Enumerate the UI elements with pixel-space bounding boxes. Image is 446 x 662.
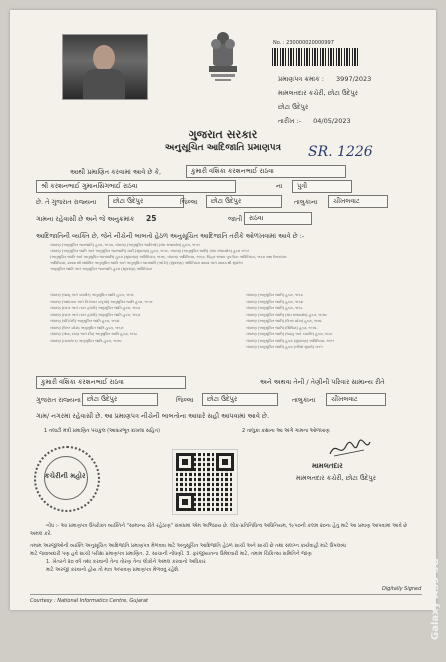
order-item: બંધારણ (અનુસૂચિત જાતિ) હુકમ (સુધારણા) અધિનિયમ, ૧૯૯૧ bbox=[246, 338, 335, 343]
fine-line: અધિનિયમ, ૨૦૦૦ થી સંશોધિત અનુસૂચિત જાતિ અને અનુસૂચિત જનજાતિ (ઓર્ડર) (સુધારણા) અધિનિયમ ૨૦૦૨ અને ૨૦૦૩ થી સુધારેલ bbox=[50, 261, 243, 265]
residence-district-label: જિલ્લા bbox=[176, 396, 194, 404]
order-item: બંધારણ (અનુસૂચિત જાતિ) હુકમ, ૧૯૬૮ bbox=[246, 306, 303, 310]
reference-block bbox=[278, 72, 371, 128]
order-item: બંધારણ (પોંડિચેરી) અનુસૂચિત જાતિ હુકમ, ૧૯૬૪ bbox=[50, 319, 120, 323]
residence-taluka-label: તાલુકાના bbox=[292, 396, 316, 404]
line3-prefix: છે. તે ગુજરાત રાજ્યના bbox=[36, 198, 97, 206]
qr-finder bbox=[176, 493, 194, 511]
father-name-field: શ્રી કરશનભાઈ ગુમાનસિંગભાઈ રાઠવા bbox=[36, 180, 236, 193]
fine-line: બંધારણ (અનુસૂચિત જાતિ અને અનુસૂચિત જનજાતિ) યાદી (સુધારણા) હુકમ, ૧૯૫૬, બંધારણ (અનુસૂચિત જાતિ) (સંઘ રાજ્યક્ષેત્ર) હુકમ ૧૯૫૧ bbox=[50, 249, 250, 253]
order-item: બંધારણ (અનુસૂચિત જાતિ) (સંઘ રાજ્યક્ષેત્ર) હુકમ, ૧૯૭૦ bbox=[246, 312, 327, 317]
ref-date-value: 04/05/2023 bbox=[313, 117, 351, 125]
applicant-name-field: કુમારી વંશિકા કરશનભાઈ રાઠવા bbox=[186, 165, 346, 178]
residence-prefix: ગુજરાત રાજ્યના bbox=[36, 396, 81, 404]
order-item: બંધારણ (આંદામાન અને નિકોબાર ટાપુઓ) અનુસૂચિત જાતિ હુકમ, ૧૯૫૯ bbox=[50, 299, 153, 304]
order-item: બંધારણ (ગોવા, દમણ અને દીવ) અનુસૂચિત જાતિ હુકમ, ૧૯૬૮ bbox=[50, 332, 138, 336]
ref-office: મામલતદાર કચેરી, છોટા ઉદેપુર bbox=[278, 89, 359, 97]
serial-value: 25 bbox=[146, 214, 157, 223]
proof-line: ગામ/ નગરમાં રહેવાસી છે. આ પ્રમાણપત્ર નીચેની બાબતોના આધારે સહી આપવામાં આવે છે. bbox=[36, 412, 270, 420]
orders-left-column bbox=[50, 292, 220, 344]
note-2: તમામ અરજીઓની વ્યક્તિ અનુસૂચિત આદિજાતિ પ્રમાણપત્ર મેળવવા માટે અનુસૂચિત આદિજાતિ હેઠળ સાચી અને સાચી છે તથા સંલગ્ન કાર્યવાહી માટે ઉપલબ્ધ bbox=[30, 543, 346, 549]
legal-fine-print bbox=[50, 242, 410, 272]
order-item: બંધારણ (અનુસૂચિત જાતિ) (સિક્કિમ) હુકમ, ૧૯૭૮ bbox=[246, 325, 317, 330]
order-item: બંધારણ (અનુસૂચિત જાતિ) હુકમ, ૧૯૬૨ bbox=[246, 293, 303, 297]
note-1b: અમલ કરે. bbox=[30, 531, 52, 537]
footer-divider bbox=[30, 594, 422, 595]
line3-taluka-label: તાલુકાના bbox=[294, 198, 318, 206]
government-title: ગુજરાત સરકાર bbox=[188, 128, 258, 141]
serial-handwritten: SR. 1226 bbox=[308, 144, 373, 160]
note-3: માટે જવાબદારી પણ હવે સાચી પરીક્ષા પ્રમાણપત્ર પ્રમાણિત. 2. સાચાની નોંધણી. 3. ફરજીયાતના ઉમેદવારી માટે, તમામ ચિકિત્સા સમિતિને જાણ bbox=[30, 551, 312, 557]
qr-finder bbox=[216, 453, 234, 471]
order-item: બંધારણ (અનુસૂચિત જાતિ) હુકમ, ૧૯૬૪ bbox=[246, 299, 303, 304]
signatory-office: મામલતદાર કચેરી, છોટા ઉદેપુર bbox=[296, 474, 377, 482]
ref-no-label: પ્રમાણપત્ર ક્રમાંક : bbox=[278, 75, 324, 83]
residence-district-field: છોટા ઉદેપુર bbox=[202, 393, 278, 406]
orders-right-column bbox=[246, 292, 416, 351]
order-item: બંધારણ (અનુસૂચિત જાતિ) (જમ્મુ અને કાશ્મીર) હુકમ, ૧૯૮૯ bbox=[246, 332, 333, 336]
caste-label: જાતી bbox=[228, 215, 243, 223]
fine-line: અનુસૂચિત જાતિ અને અનુસૂચિત જનજાતિ હુકમ (સુધારણા) અધિનિયમ bbox=[50, 267, 152, 271]
line1-prefix: આથી પ્રમાણિત કરવામાં આવે છે કે, bbox=[70, 168, 162, 176]
order-item: બંધારણ (દાદરા અને નગર હવેલી) અનુસૂચિત જાતિ હુકમ, ૧૯૬૨ bbox=[50, 306, 141, 310]
residence-village-field: ચીખલવાટ bbox=[326, 393, 386, 406]
certificate-title: અનુસૂચિત આદિજાતિ પ્રમાણપત્ર bbox=[164, 143, 282, 153]
office-seal-text: કચેરીની મહોર bbox=[44, 472, 86, 480]
order-item: બંધારણ (નાગાલેન્ડ) અનુસૂચિત જાતિ હુકમ, ૧૯૭૦ bbox=[50, 338, 122, 343]
line4-prefix: ગામના રહેવાસી છે અને જે અનુક્રમાંક bbox=[36, 215, 135, 223]
qr-finder bbox=[176, 453, 194, 471]
line3-taluka-field: છોટા ઉદેપુર bbox=[108, 195, 184, 208]
digitally-signed-text: Digitally Signed bbox=[382, 586, 422, 592]
camera-watermark: Galaxy A55 5G bbox=[430, 558, 441, 640]
order-item: બંધારણ (ઉત્તર પ્રદેશ) અનુસૂચિત જાતિ હુકમ, ૧૯૬૭ bbox=[50, 325, 124, 330]
line3-district-label: જિલ્લા bbox=[180, 198, 198, 206]
order-item: બંધારણ (દાદરા અને નગર હવેલી) અનુસૂચિત જાતિ હુકમ, ૧૯૬૨ bbox=[50, 312, 141, 317]
certificate-page bbox=[10, 10, 436, 610]
photo-face bbox=[93, 45, 115, 71]
caste-field: રાઠવા bbox=[244, 212, 312, 225]
line3-district-field: છોટા ઉદેપુર bbox=[206, 195, 282, 208]
basis-2: 2 તાલુકા કક્ષાના આ અંગે ગામના ઓળખાણ bbox=[242, 428, 330, 434]
ref-no-value: 3997/2023 bbox=[336, 75, 372, 83]
national-emblem-icon bbox=[203, 30, 243, 84]
resident-name-field: કુમારી વંશિકા કરશનભાઈ રાઠવા bbox=[36, 376, 186, 389]
signatory-title: મામલતદાર bbox=[312, 462, 343, 470]
courtesy-text: Courtesy : National Informatics Centre, Gujarat bbox=[30, 598, 148, 604]
ref-district: છોટા ઉદેપુર bbox=[278, 103, 309, 111]
barcode bbox=[272, 48, 360, 66]
ref-date-label: તારીખ :- bbox=[278, 117, 302, 125]
signature bbox=[328, 436, 372, 460]
order-item: બંધારણ (અનુસૂચિત જાતિ) (ઉત્તર પ્રદેશ) હુકમ, ૧૯૭૮ bbox=[246, 319, 322, 323]
qr-code bbox=[173, 450, 237, 514]
order-item: બંધારણ (અનુસૂચિત જાતિ) હુકમ (બીજો સુધારો) ૧૯૯૧ bbox=[246, 345, 323, 349]
fine-line: (અનુસૂચિત જાતિ અને અનુસૂચિત જનજાતિ) હુકમ (સુધારણા) અધિનિયમ, ૧૯૭૬, બંધારણ અધિનિયમ, ૧૯૬૦, બિહાર રાજ્ય પુનર્ગઠન અધિનિયમ, ૧૯૬૦ તથા ઉત્તરાંચલ bbox=[50, 255, 287, 259]
barcode-number: No. : 230000020000997 bbox=[273, 40, 334, 46]
applicant-photo bbox=[62, 34, 148, 100]
line5-text: આદિજાતિની વ્યક્તિ છે, જેને નીચેની બાબતો હેઠળ અનુસૂચિત આદિજાતિ તરીકે ઓળખવામાં આવે છે :- bbox=[36, 232, 305, 240]
note-4: 1. ખેતરને ૨૦ વર્ષ તથા કરવાની તેના તોરણ તેના લોકોને અમલ કરવાનો અધિકાર bbox=[46, 559, 206, 565]
basis-1: 1 તલાટી મંત્રી પ્રમાણિત પંચકુલ (આધારભૂત દાખલા સહિત) bbox=[44, 428, 160, 434]
note-5: માટે અરજી કરવાનો હોય તો માત્ર અપાવણ પ્રમાણપત્ર મેળવવું રહેશે. bbox=[46, 567, 180, 573]
line3-village-field: ચીખલવાટ bbox=[328, 195, 388, 208]
fine-line: બંધારણ (અનુસૂચિત જનજાતિ) હુકમ, ૧૯૫૦, બંધારણ (અનુસૂચિત જાતિઓ) (સંઘ રાજ્યક્ષેત્ર) હુકમ, ૧૯૫૧ bbox=[50, 243, 200, 247]
note-1: નોંધ :- આ પ્રમાણપત્ર ઉપરોક્ત વ્યક્તિને "સામાન્ય રીતે રહેઠાણ" સંબંધમાં એમ અભિપ્રાય છે. લોક-પ્રતિનિધિત્વ અધિનિયમ, ૧૯૫૦ની કલમ ૨૦ના હેતુ માટે આ પ્રમાણ આપવામાં આવે છે bbox=[46, 523, 408, 529]
photo-body bbox=[83, 69, 125, 99]
order-item: બંધારણ (જમ્મુ અને કાશ્મીર) અનુસૂચિત જાતિ હુકમ, ૧૯૫૬ bbox=[50, 293, 135, 297]
relation-field: પુત્રી bbox=[292, 180, 352, 193]
residence-taluka-field: છોટા ઉદેપુર bbox=[82, 393, 158, 406]
relation-label: ના bbox=[276, 182, 283, 190]
resident-name-suffix: અને અથવા તેની / તેણીની પરિવાર સામાન્ય રીતે bbox=[260, 378, 385, 386]
